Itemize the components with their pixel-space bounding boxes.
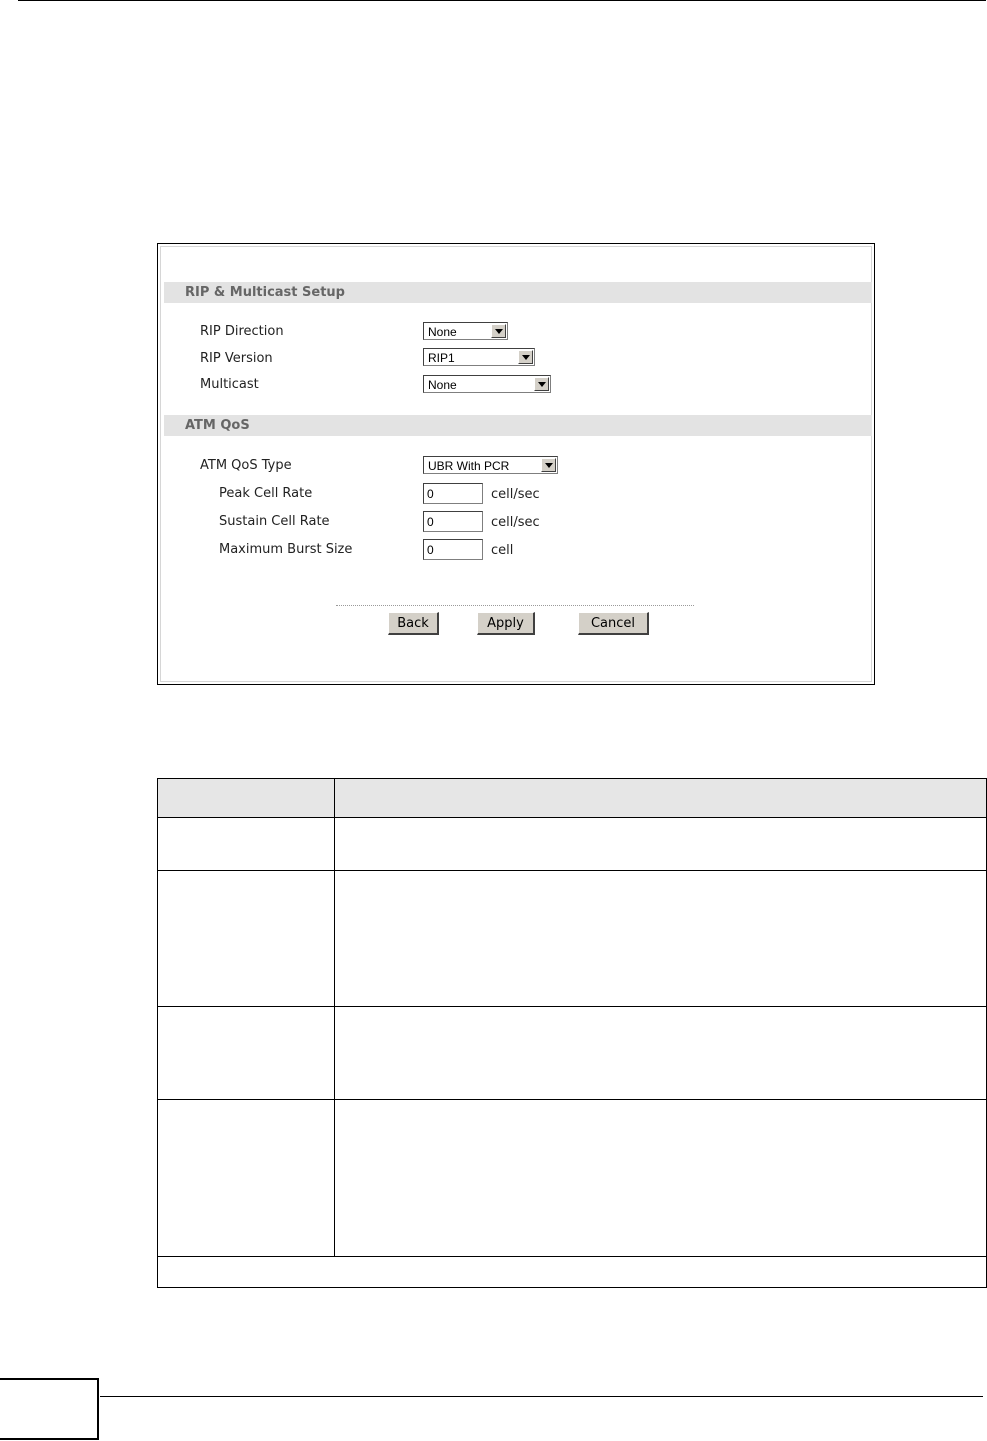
sustain-cell-rate-value: 0 <box>427 515 434 529</box>
header-rule <box>18 0 986 1</box>
table-cell <box>158 1007 335 1100</box>
multicast-label: Multicast <box>200 377 259 392</box>
table-cell <box>158 1100 335 1257</box>
table-header-row <box>158 779 987 818</box>
sustain-cell-rate-input[interactable] <box>423 511 483 532</box>
atm-section-header <box>164 415 872 436</box>
rip-direction-label: RIP Direction <box>200 324 284 339</box>
sustain-cell-rate-unit: cell/sec <box>491 515 540 530</box>
atm-qos-type-label: ATM QoS Type <box>200 458 292 473</box>
page-number-box <box>0 1378 99 1440</box>
table-cell <box>158 818 335 871</box>
table-row <box>158 1007 987 1100</box>
table-cell <box>158 871 335 1007</box>
multicast-value: None <box>428 378 457 392</box>
rip-version-select[interactable] <box>423 348 535 366</box>
chevron-down-icon[interactable] <box>518 350 533 364</box>
peak-cell-rate-input[interactable] <box>423 483 483 504</box>
atm-section-title: ATM QoS <box>185 418 250 433</box>
table-row <box>158 871 987 1007</box>
atm-qos-type-value: UBR With PCR <box>428 459 510 473</box>
max-burst-size-value: 0 <box>427 543 434 557</box>
max-burst-size-input[interactable] <box>423 539 483 560</box>
table-header-cell <box>158 779 335 818</box>
multicast-select[interactable] <box>423 375 551 393</box>
peak-cell-rate-value: 0 <box>427 487 434 501</box>
rip-direction-select[interactable] <box>423 322 508 340</box>
table-row <box>158 1257 987 1288</box>
footer-rule <box>100 1396 983 1397</box>
sustain-cell-rate-label: Sustain Cell Rate <box>219 514 330 529</box>
rip-section-title: RIP & Multicast Setup <box>185 285 345 300</box>
peak-cell-rate-label: Peak Cell Rate <box>219 486 313 501</box>
table-cell <box>335 1007 987 1100</box>
field-description-table <box>157 778 987 1288</box>
chevron-down-icon[interactable] <box>534 377 549 391</box>
rip-version-label: RIP Version <box>200 351 273 366</box>
rip-direction-value: None <box>428 325 457 339</box>
table-header-cell <box>335 779 987 818</box>
screenshot-frame <box>157 243 875 685</box>
rip-section-header <box>164 282 872 303</box>
chevron-down-icon[interactable] <box>491 324 506 338</box>
max-burst-size-unit: cell <box>491 543 514 558</box>
back-button[interactable]: Back <box>388 612 439 635</box>
atm-qos-type-select[interactable] <box>423 456 558 474</box>
table-cell <box>335 1100 987 1257</box>
button-divider <box>336 605 694 606</box>
chevron-down-icon[interactable] <box>541 458 556 472</box>
table-row <box>158 818 987 871</box>
table-cell <box>335 818 987 871</box>
max-burst-size-label: Maximum Burst Size <box>219 542 353 557</box>
table-cell <box>158 1257 987 1288</box>
table-row <box>158 1100 987 1257</box>
peak-cell-rate-unit: cell/sec <box>491 487 540 502</box>
table-cell <box>335 871 987 1007</box>
apply-button[interactable]: Apply <box>477 612 535 635</box>
cancel-button[interactable]: Cancel <box>578 612 649 635</box>
rip-version-value: RIP1 <box>428 351 455 365</box>
